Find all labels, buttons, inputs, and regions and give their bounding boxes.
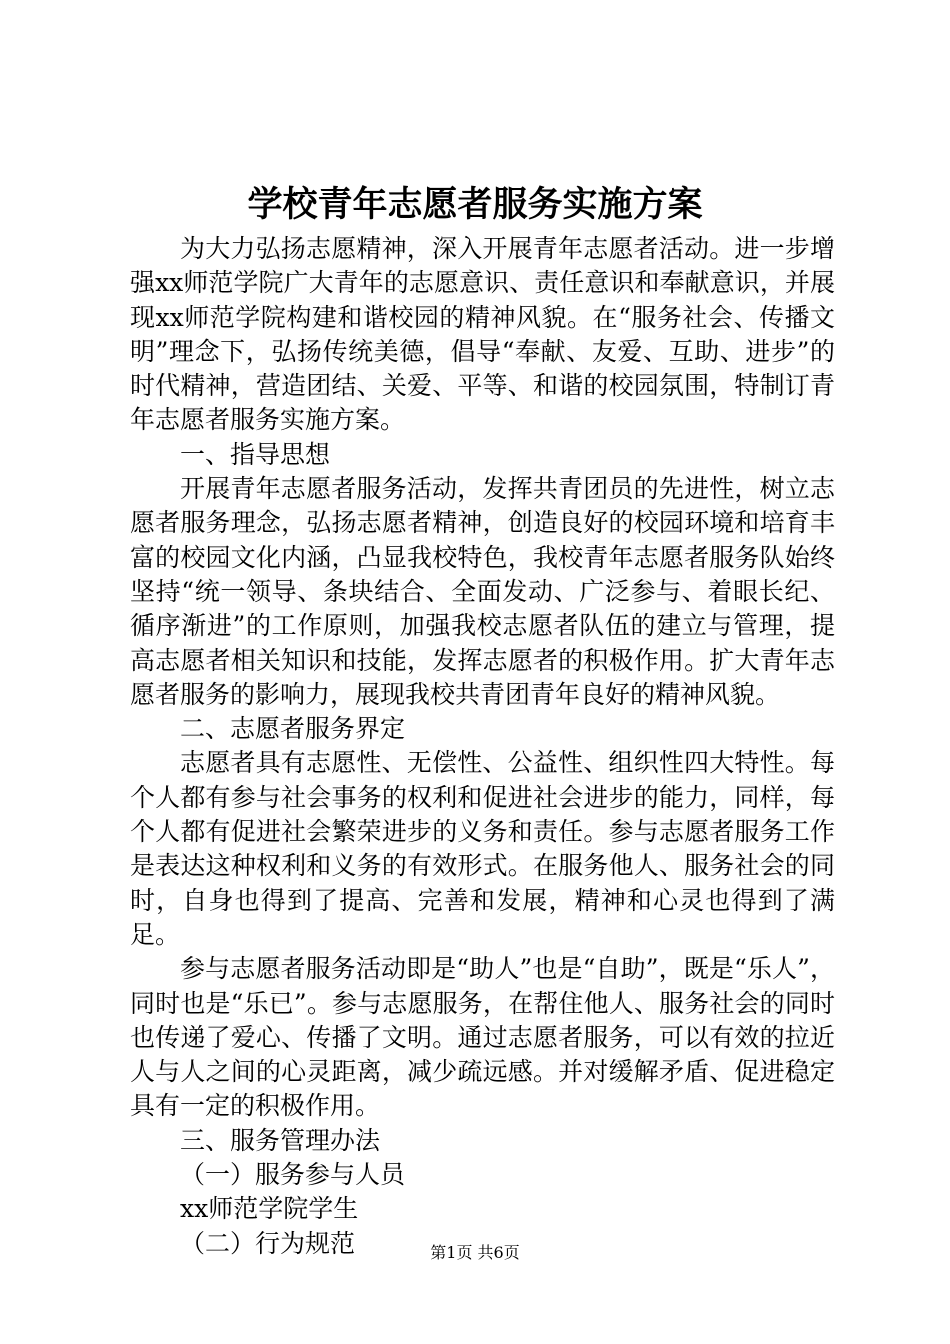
page-number-footer: 第1页 共6页 [430,1243,520,1262]
volunteer-benefits-paragraph: 参与志愿者服务活动即是“助人”也是“自助”，既是“乐人”，同时也是“乐已”。参与志愿服务，在帮住他人、服务社会的同时也传递了爱心、传播了文明。通过志愿者服务，可以有效的拉近人与人之间的心灵距离，减少疏远感。并对缓解矛盾、促进稳定具有一定的积极作用。 [130,954,835,1121]
document-title: 学校青年志愿者服务实施方案 [247,184,703,225]
document-body [130,232,835,1261]
volunteer-definition-paragraph: 志愿者具有志愿性、无偿性、公益性、组织性四大特性。每个人都有参与社会事务的权利和促进社会进步的能力，同样，每个人都有促进社会繁荣进步的义务和责任。参与志愿者服务工作是表达这种权利和义务的有效形式。在服务他人、服务社会的同时，自身也得到了提高、完善和发展，精神和心灵也得到了满足。 [130,748,835,949]
intro-paragraph: 为大力弘扬志愿精神，深入开展青年志愿者活动。进一步增强xx师范学院广大青年的志愿意识、责任意识和奉献意识，并展现xx师范学院构建和谐校园的精神风貌。在“服务社会、传播文明”理念下，弘扬传统美德，倡导“奉献、友爱、互助、进步”的时代精神，营造团结、关爱、平等、和谐的校园氛围，特制订青年志愿者服务实施方案。 [130,234,835,435]
guiding-thought-paragraph: 开展青年志愿者服务活动，发挥共青团员的先进性，树立志愿者服务理念，弘扬志愿者精神，创造良好的校园环境和培育丰富的校园文化内涵，凸显我校特色，我校青年志愿者服务队始终坚持“统一领导、条块结合、全面发动、广泛参与、着眼长纪、循序渐进”的工作原则，加强我校志愿者队伍的建立与管理，提高志愿者相关知识和技能，发挥志愿者的积极作用。扩大青年志愿者服务的影响力，展现我校共青团青年良好的精神风貌。 [130,474,835,709]
participants-text: xx师范学院学生 [180,1194,359,1224]
subheading-participants: （一）服务参与人员 [180,1160,406,1190]
section-heading-management: 三、服务管理办法 [180,1125,381,1155]
subheading-conduct: （二）行为规范 [180,1228,356,1258]
section-heading-volunteer-definition: 二、志愿者服务界定 [180,714,406,744]
section-heading-guiding-thought: 一、指导思想 [180,439,331,469]
